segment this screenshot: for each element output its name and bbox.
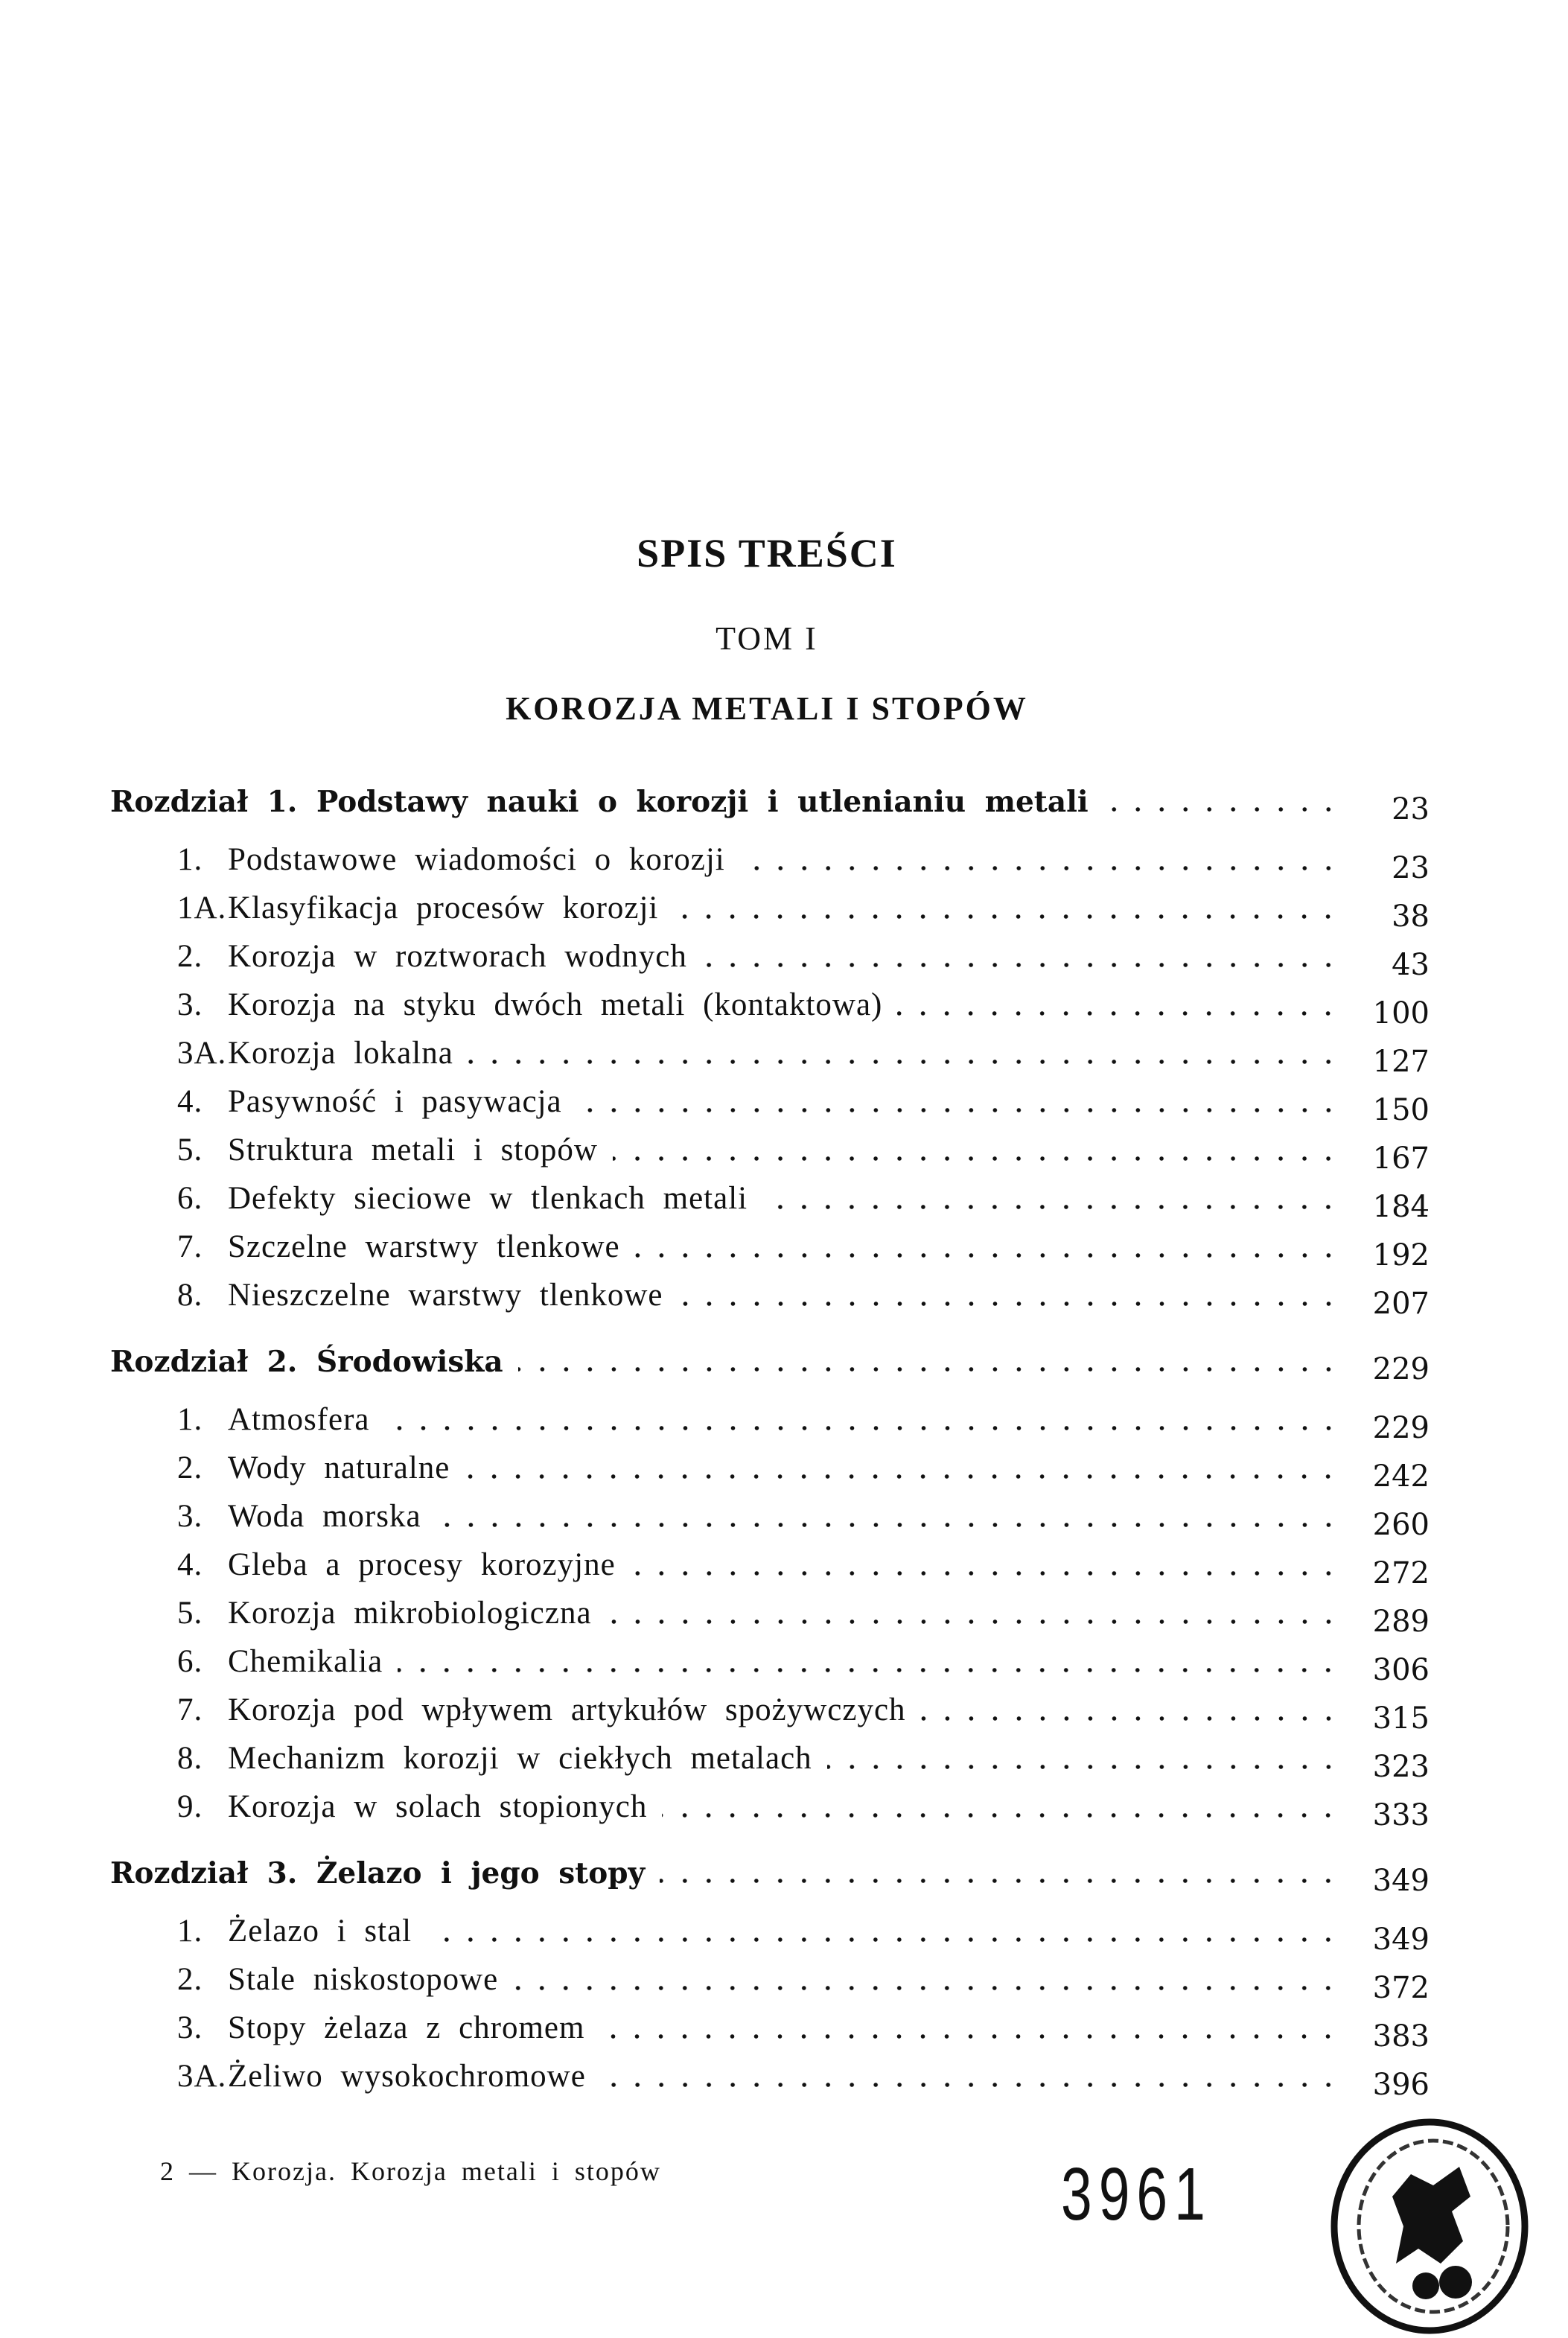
section-title: Żelazo i stal (228, 1914, 412, 1949)
section-number: 3. (177, 987, 203, 1022)
dot-leader (468, 1058, 1340, 1066)
section-title: Pasywność i pasywacja (228, 1084, 562, 1119)
dot-leader (762, 1203, 1340, 1211)
section-number: 7. (177, 1229, 203, 1264)
section-number: 5. (177, 1133, 203, 1168)
page-footer: 2 — Korozja. Korozja metali i stopów (160, 2156, 661, 2186)
section-number: 2. (177, 1450, 203, 1485)
section-row (97, 1120, 1430, 1176)
section-number: 6. (177, 1181, 203, 1216)
dot-leader (465, 1473, 1340, 1480)
section-row (97, 829, 1430, 885)
section-row (97, 1217, 1430, 1272)
page-number: 372 (1372, 1971, 1430, 2005)
dot-leader (607, 1618, 1340, 1625)
page-number: 229 (1372, 1352, 1430, 1386)
dot-leader (518, 1366, 1340, 1373)
dot-leader (385, 1424, 1341, 1432)
dot-leader (702, 961, 1340, 969)
dot-leader (513, 1984, 1340, 1992)
section-title: Korozja na styku dwóch metali (kontaktowa) (228, 987, 883, 1022)
section-number: 6. (177, 1644, 203, 1679)
section-title: Korozja mikrobiologiczna (228, 1596, 592, 1631)
dot-leader (827, 1763, 1340, 1771)
chapter-row (97, 767, 1430, 826)
section-row (97, 1168, 1430, 1224)
dot-leader (740, 864, 1340, 872)
page-number: 272 (1372, 1556, 1430, 1590)
dot-leader (897, 1010, 1340, 1017)
section-row (97, 1949, 1430, 2005)
section-title: Chemikalia (228, 1644, 383, 1679)
section-number: 4. (177, 1547, 203, 1582)
section-title: Atmosfera (228, 1402, 370, 1437)
section-title: Mechanizm korozji w ciekłych metalach (228, 1741, 812, 1776)
section-number: 7. (177, 1692, 203, 1727)
page-number: 260 (1372, 1508, 1430, 1542)
section-title: Defekty sieciowe w tlenkach metali (228, 1181, 748, 1216)
section-row (97, 1023, 1430, 1079)
section-title: Stale niskostopowe (228, 1962, 499, 1997)
section-row (97, 1438, 1430, 1494)
section-title: Stopy żelaza z chromem (228, 2010, 585, 2045)
section-number: 1A. (177, 891, 227, 926)
page-number: 192 (1372, 1238, 1430, 1272)
page-number: 100 (1372, 996, 1430, 1031)
section-row (97, 1777, 1430, 1832)
page-number: 242 (1372, 1459, 1430, 1494)
page-number: 38 (1392, 899, 1430, 934)
section-title: Wody naturalne (228, 1450, 450, 1485)
table-of-contents (97, 767, 1430, 2102)
dot-leader (599, 2033, 1340, 2040)
section-row (97, 2046, 1430, 2102)
section-number: 8. (177, 1278, 203, 1313)
section-row (97, 1901, 1430, 1957)
page-number: 229 (1372, 1411, 1430, 1445)
section-row (97, 1535, 1430, 1590)
section-title: Podstawowe wiadomości o korozji (228, 842, 725, 877)
volume-label: TOM I (716, 620, 818, 657)
section-row (97, 926, 1430, 982)
dot-leader (631, 1570, 1340, 1577)
section-number: 3A. (177, 2059, 227, 2094)
dot-leader (1103, 806, 1340, 813)
dot-leader (577, 1106, 1340, 1114)
section-number: 4. (177, 1084, 203, 1119)
page-number: 396 (1372, 2068, 1430, 2102)
section-row (97, 1998, 1430, 2054)
section-title: Korozja pod wpływem artykułów spożywczych (228, 1692, 906, 1727)
page-number: 23 (1392, 851, 1430, 885)
dot-leader (662, 1812, 1340, 1819)
section-row (97, 1583, 1430, 1639)
page-number: 150 (1372, 1093, 1430, 1127)
section-number: 9. (177, 1789, 203, 1824)
section-row (97, 1631, 1430, 1687)
section-row (97, 1728, 1430, 1784)
page-number: 383 (1372, 2019, 1430, 2054)
page-number: 315 (1372, 1701, 1430, 1736)
chapter-title: Rozdział 1. Podstawy nauki o korozji i utlenianiu metali (110, 785, 1089, 819)
chapter-title: Rozdział 2. Środowiska (110, 1345, 503, 1379)
library-stamp-icon (1322, 2115, 1537, 2338)
dot-leader (635, 1252, 1340, 1259)
section-number: 1. (177, 1914, 203, 1949)
section-number: 1. (177, 1402, 203, 1437)
dot-leader (678, 1300, 1340, 1307)
section-title: Woda morska (228, 1499, 421, 1534)
section-row (97, 975, 1430, 1031)
section-number: 2. (177, 939, 203, 974)
section-number: 8. (177, 1741, 203, 1776)
section-title: Gleba a procesy korozyjne (228, 1547, 616, 1582)
dot-leader (601, 2081, 1340, 2089)
page-number: 349 (1372, 1923, 1430, 1957)
section-title: Korozja lokalna (228, 1036, 453, 1071)
dot-leader (398, 1666, 1340, 1674)
dot-leader (427, 1936, 1340, 1943)
section-number: 3. (177, 1499, 203, 1534)
page-number: 184 (1372, 1190, 1430, 1224)
dot-leader (921, 1715, 1340, 1722)
section-row (97, 1680, 1430, 1736)
dot-leader (613, 1155, 1340, 1162)
page-number: 306 (1372, 1653, 1430, 1687)
dot-leader (436, 1521, 1340, 1529)
page-number: 349 (1372, 1864, 1430, 1898)
chapter-row (97, 1838, 1430, 1898)
page-number: 127 (1372, 1045, 1430, 1079)
page-number: 289 (1372, 1605, 1430, 1639)
page-title: SPIS TREŚCI (637, 531, 897, 576)
dot-leader (673, 913, 1340, 920)
section-title: Nieszczelne warstwy tlenkowe (228, 1278, 663, 1313)
page-number: 333 (1372, 1798, 1430, 1832)
chapter-row (97, 1327, 1430, 1386)
section-title: Klasyfikacja procesów korozji (228, 891, 659, 926)
section-title: Szczelne warstwy tlenkowe (228, 1229, 620, 1264)
page-number: 207 (1372, 1287, 1430, 1321)
section-row (97, 878, 1430, 934)
section-title: Korozja w roztworach wodnych (228, 939, 687, 974)
section-row (97, 1389, 1430, 1445)
page-number: 167 (1372, 1141, 1430, 1176)
section-number: 5. (177, 1596, 203, 1631)
part-title: KOROZJA METALI I STOPÓW (506, 690, 1028, 727)
section-number: 1. (177, 842, 203, 877)
section-number: 3. (177, 2010, 203, 2045)
page-number: 23 (1392, 792, 1430, 826)
dot-leader (660, 1877, 1340, 1885)
inventory-number: 3961 (1061, 2153, 1212, 2236)
section-title: Struktura metali i stopów (228, 1133, 598, 1168)
section-title: Żeliwo wysokochromowe (228, 2059, 586, 2094)
page-number: 323 (1372, 1750, 1430, 1784)
chapter-title: Rozdział 3. Żelazo i jego stopy (110, 1856, 646, 1891)
section-title: Korozja w solach stopionych (228, 1789, 648, 1824)
section-row (97, 1486, 1430, 1542)
section-number: 2. (177, 1962, 203, 1997)
section-row (97, 1071, 1430, 1127)
page-number: 43 (1392, 948, 1430, 982)
section-row (97, 1265, 1430, 1321)
section-number: 3A. (177, 1036, 227, 1071)
